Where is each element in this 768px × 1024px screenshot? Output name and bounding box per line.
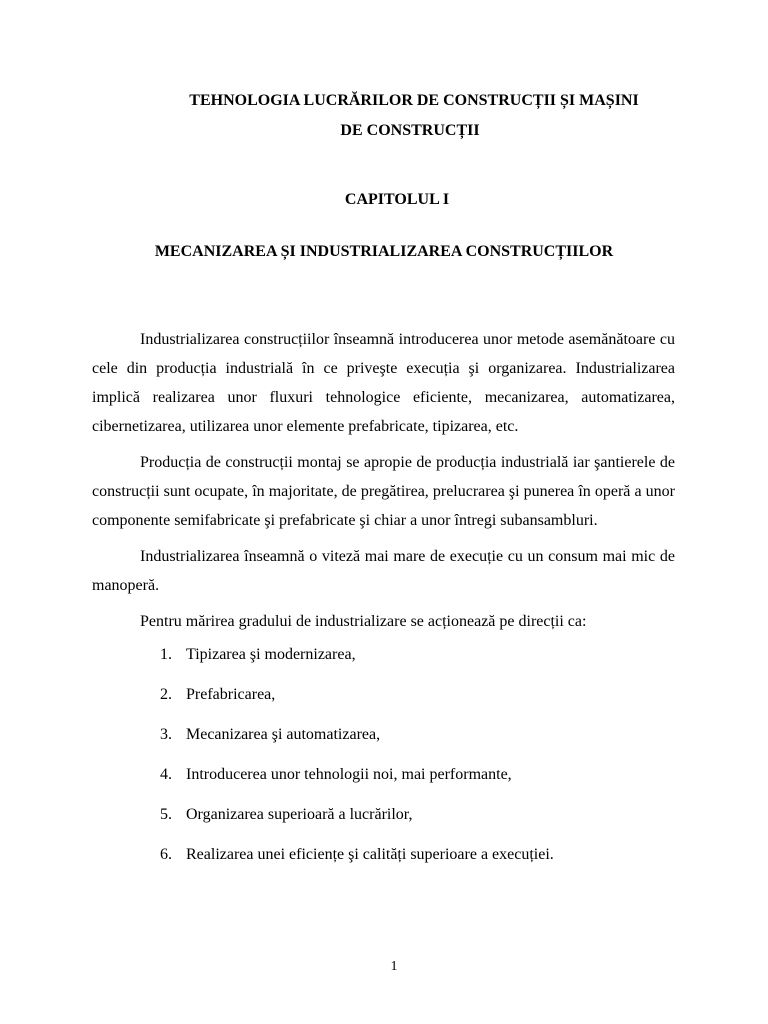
list-item — [92, 803, 675, 827]
list-item-number: 6. — [160, 846, 172, 863]
title-line-1: TEHNOLOGIA LUCRĂRILOR DE CONSTRUCȚII ȘI MAȘINI — [189, 92, 639, 109]
list-item-text: Prefabricarea, — [186, 686, 276, 703]
page-number: 1 — [390, 959, 398, 974]
body-text — [92, 325, 675, 883]
list-item — [92, 843, 675, 867]
paragraph-2: Producția de construcții montaj se apropie de producția industrială iar şantierele de construcții sunt ocupate, în majoritate, de pregătirea, prelucrarea şi punerea în operă a unor componente semifabricate şi prefabricate şi chiar a unor întregi subansambluri. — [92, 454, 675, 529]
list-item-text: Mecanizarea şi automatizarea, — [186, 726, 381, 743]
chapter-heading: CAPITOLUL I — [344, 191, 450, 208]
list-item — [92, 683, 675, 707]
list-item-number: 5. — [160, 806, 172, 823]
paragraph-3: Industrializarea înseamnă o viteză mai mare de execuție cu un consum mai mic de manoperă. — [92, 548, 675, 594]
title-line-2: DE CONSTRUCȚII — [340, 122, 480, 139]
list-item — [92, 723, 675, 747]
list-item-text: Tipizarea şi modernizarea, — [186, 646, 356, 663]
list-item-number: 4. — [160, 766, 172, 783]
list-item — [92, 763, 675, 787]
list-item — [92, 643, 675, 667]
list-item-text: Introducerea unor tehnologii noi, mai performante, — [186, 766, 512, 783]
chapter-subtitle: MECANIZAREA ȘI INDUSTRIALIZAREA CONSTRUCȚIILOR — [154, 243, 614, 260]
document-title — [0, 86, 768, 146]
list-item-number: 1. — [160, 646, 172, 663]
list-item-text: Realizarea unei eficiențe şi calități superioare a execuției. — [186, 846, 554, 863]
list-item-text: Organizarea superioară a lucrărilor, — [186, 806, 413, 823]
paragraph-1: Industrializarea construcțiilor înseamnă introducerea unor metode asemănătoare cu cele din producția industrială în ce priveşte execuția şi organizarea. Industrializarea implică realizarea unor fluxuri tehnologice eficiente, mecanizarea, automatizarea, cibernetizarea, utilizarea unor elemente prefabricate, tipizarea, etc. — [92, 331, 675, 435]
list-item-number: 3. — [160, 726, 172, 743]
directions-list — [92, 643, 675, 867]
paragraph-4: Pentru mărirea gradului de industrializare se acționează pe direcții ca: — [140, 613, 587, 630]
list-item-number: 2. — [160, 686, 172, 703]
